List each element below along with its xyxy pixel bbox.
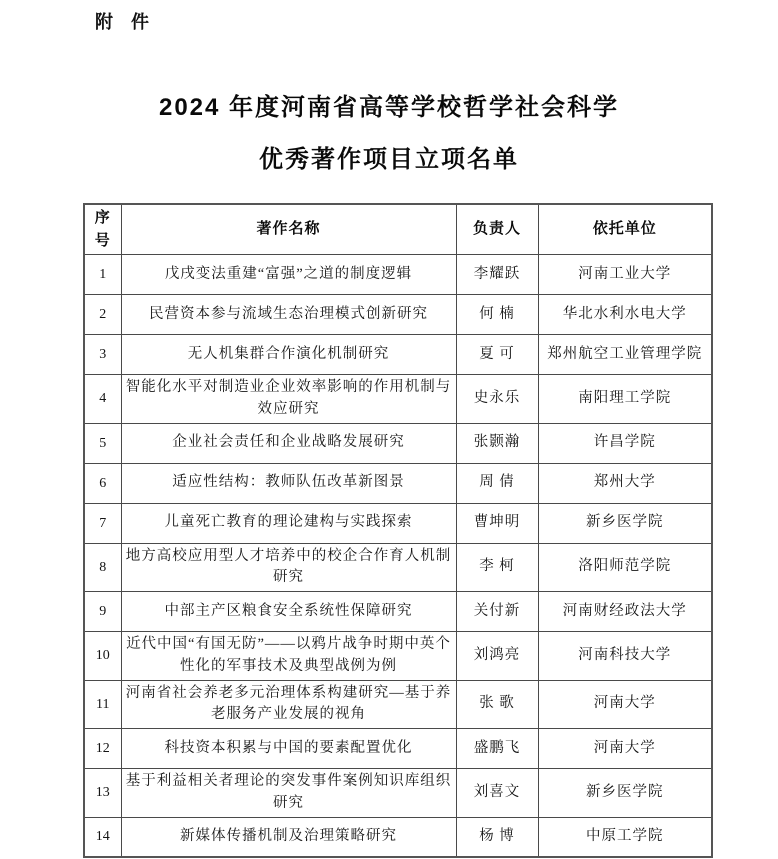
cell-no: 14 xyxy=(84,817,121,857)
cell-no: 7 xyxy=(84,503,121,543)
cell-leader: 刘喜文 xyxy=(456,769,538,818)
cell-no: 13 xyxy=(84,769,121,818)
cell-no: 1 xyxy=(84,255,121,295)
cell-no: 9 xyxy=(84,592,121,632)
cell-org: 河南大学 xyxy=(538,729,712,769)
cell-leader: 盛鹏飞 xyxy=(456,729,538,769)
cell-no: 4 xyxy=(84,375,121,424)
document-title-line2: 优秀著作项目立项名单 xyxy=(259,146,519,173)
document-title-line1: 2024 年度河南省高等学校哲学社会科学 xyxy=(158,94,620,121)
cell-org: 郑州航空工业管理学院 xyxy=(538,335,712,375)
cell-no: 3 xyxy=(84,335,121,375)
cell-title: 新媒体传播机制及治理策略研究 xyxy=(121,817,456,857)
cell-leader: 李耀跃 xyxy=(456,255,538,295)
cell-title: 地方高校应用型人才培养中的校企合作育人机制研究 xyxy=(121,543,456,592)
header-org: 依托单位 xyxy=(538,204,712,255)
cell-leader: 史永乐 xyxy=(456,375,538,424)
cell-title: 儿童死亡教育的理论建构与实践探索 xyxy=(121,503,456,543)
cell-org: 新乡医学院 xyxy=(538,503,712,543)
cell-title: 河南省社会养老多元治理体系构建研究—基于养老服务产业发展的视角 xyxy=(121,680,456,729)
header-title: 著作名称 xyxy=(121,204,456,255)
cell-leader: 杨 博 xyxy=(456,817,538,857)
cell-title: 企业社会责任和企业战略发展研究 xyxy=(121,423,456,463)
table-row xyxy=(84,729,712,769)
header-leader: 负责人 xyxy=(456,204,538,255)
table-row xyxy=(84,255,712,295)
cell-org: 南阳理工学院 xyxy=(538,375,712,424)
table-row xyxy=(84,335,712,375)
cell-no: 6 xyxy=(84,463,121,503)
cell-title: 适应性结构：教师队伍改革新图景 xyxy=(121,463,456,503)
cell-leader: 曹坤明 xyxy=(456,503,538,543)
cell-title: 智能化水平对制造业企业效率影响的作用机制与效应研究 xyxy=(121,375,456,424)
cell-no: 5 xyxy=(84,423,121,463)
cell-org: 新乡医学院 xyxy=(538,769,712,818)
cell-org: 河南大学 xyxy=(538,680,712,729)
cell-no: 2 xyxy=(84,295,121,335)
cell-leader: 夏 可 xyxy=(456,335,538,375)
cell-title: 中部主产区粮食安全系统性保障研究 xyxy=(121,592,456,632)
cell-no: 8 xyxy=(84,543,121,592)
cell-leader: 刘鸿亮 xyxy=(456,632,538,681)
table-row xyxy=(84,503,712,543)
cell-leader: 何 楠 xyxy=(456,295,538,335)
cell-org: 河南工业大学 xyxy=(538,255,712,295)
cell-no: 10 xyxy=(84,632,121,681)
table-header-row xyxy=(84,204,712,255)
header-no: 序号 xyxy=(84,204,121,255)
attachment-label: 附 件 xyxy=(95,12,149,32)
document-title xyxy=(0,82,778,186)
table-row xyxy=(84,463,712,503)
cell-leader: 张 歌 xyxy=(456,680,538,729)
table-row xyxy=(84,375,712,424)
table-row xyxy=(84,423,712,463)
cell-no: 12 xyxy=(84,729,121,769)
table-row xyxy=(84,817,712,857)
cell-org: 许昌学院 xyxy=(538,423,712,463)
cell-leader: 李 柯 xyxy=(456,543,538,592)
cell-title: 戊戌变法重建“富强”之道的制度逻辑 xyxy=(121,255,456,295)
cell-org: 河南科技大学 xyxy=(538,632,712,681)
cell-leader: 张颢瀚 xyxy=(456,423,538,463)
table-row xyxy=(84,295,712,335)
cell-leader: 关付新 xyxy=(456,592,538,632)
project-list-table xyxy=(83,203,713,858)
cell-title: 基于利益相关者理论的突发事件案例知识库组织研究 xyxy=(121,769,456,818)
cell-no: 11 xyxy=(84,680,121,729)
table-row xyxy=(84,769,712,818)
cell-org: 洛阳师范学院 xyxy=(538,543,712,592)
table-row xyxy=(84,592,712,632)
cell-org: 河南财经政法大学 xyxy=(538,592,712,632)
cell-leader: 周 倩 xyxy=(456,463,538,503)
cell-org: 郑州大学 xyxy=(538,463,712,503)
table-row xyxy=(84,632,712,681)
table-row xyxy=(84,543,712,592)
cell-org: 华北水利水电大学 xyxy=(538,295,712,335)
cell-org: 中原工学院 xyxy=(538,817,712,857)
cell-title: 民营资本参与流域生态治理模式创新研究 xyxy=(121,295,456,335)
table-row xyxy=(84,680,712,729)
cell-title: 科技资本积累与中国的要素配置优化 xyxy=(121,729,456,769)
cell-title: 无人机集群合作演化机制研究 xyxy=(121,335,456,375)
cell-title: 近代中国“有国无防”——以鸦片战争时期中英个性化的军事技术及典型战例为例 xyxy=(121,632,456,681)
